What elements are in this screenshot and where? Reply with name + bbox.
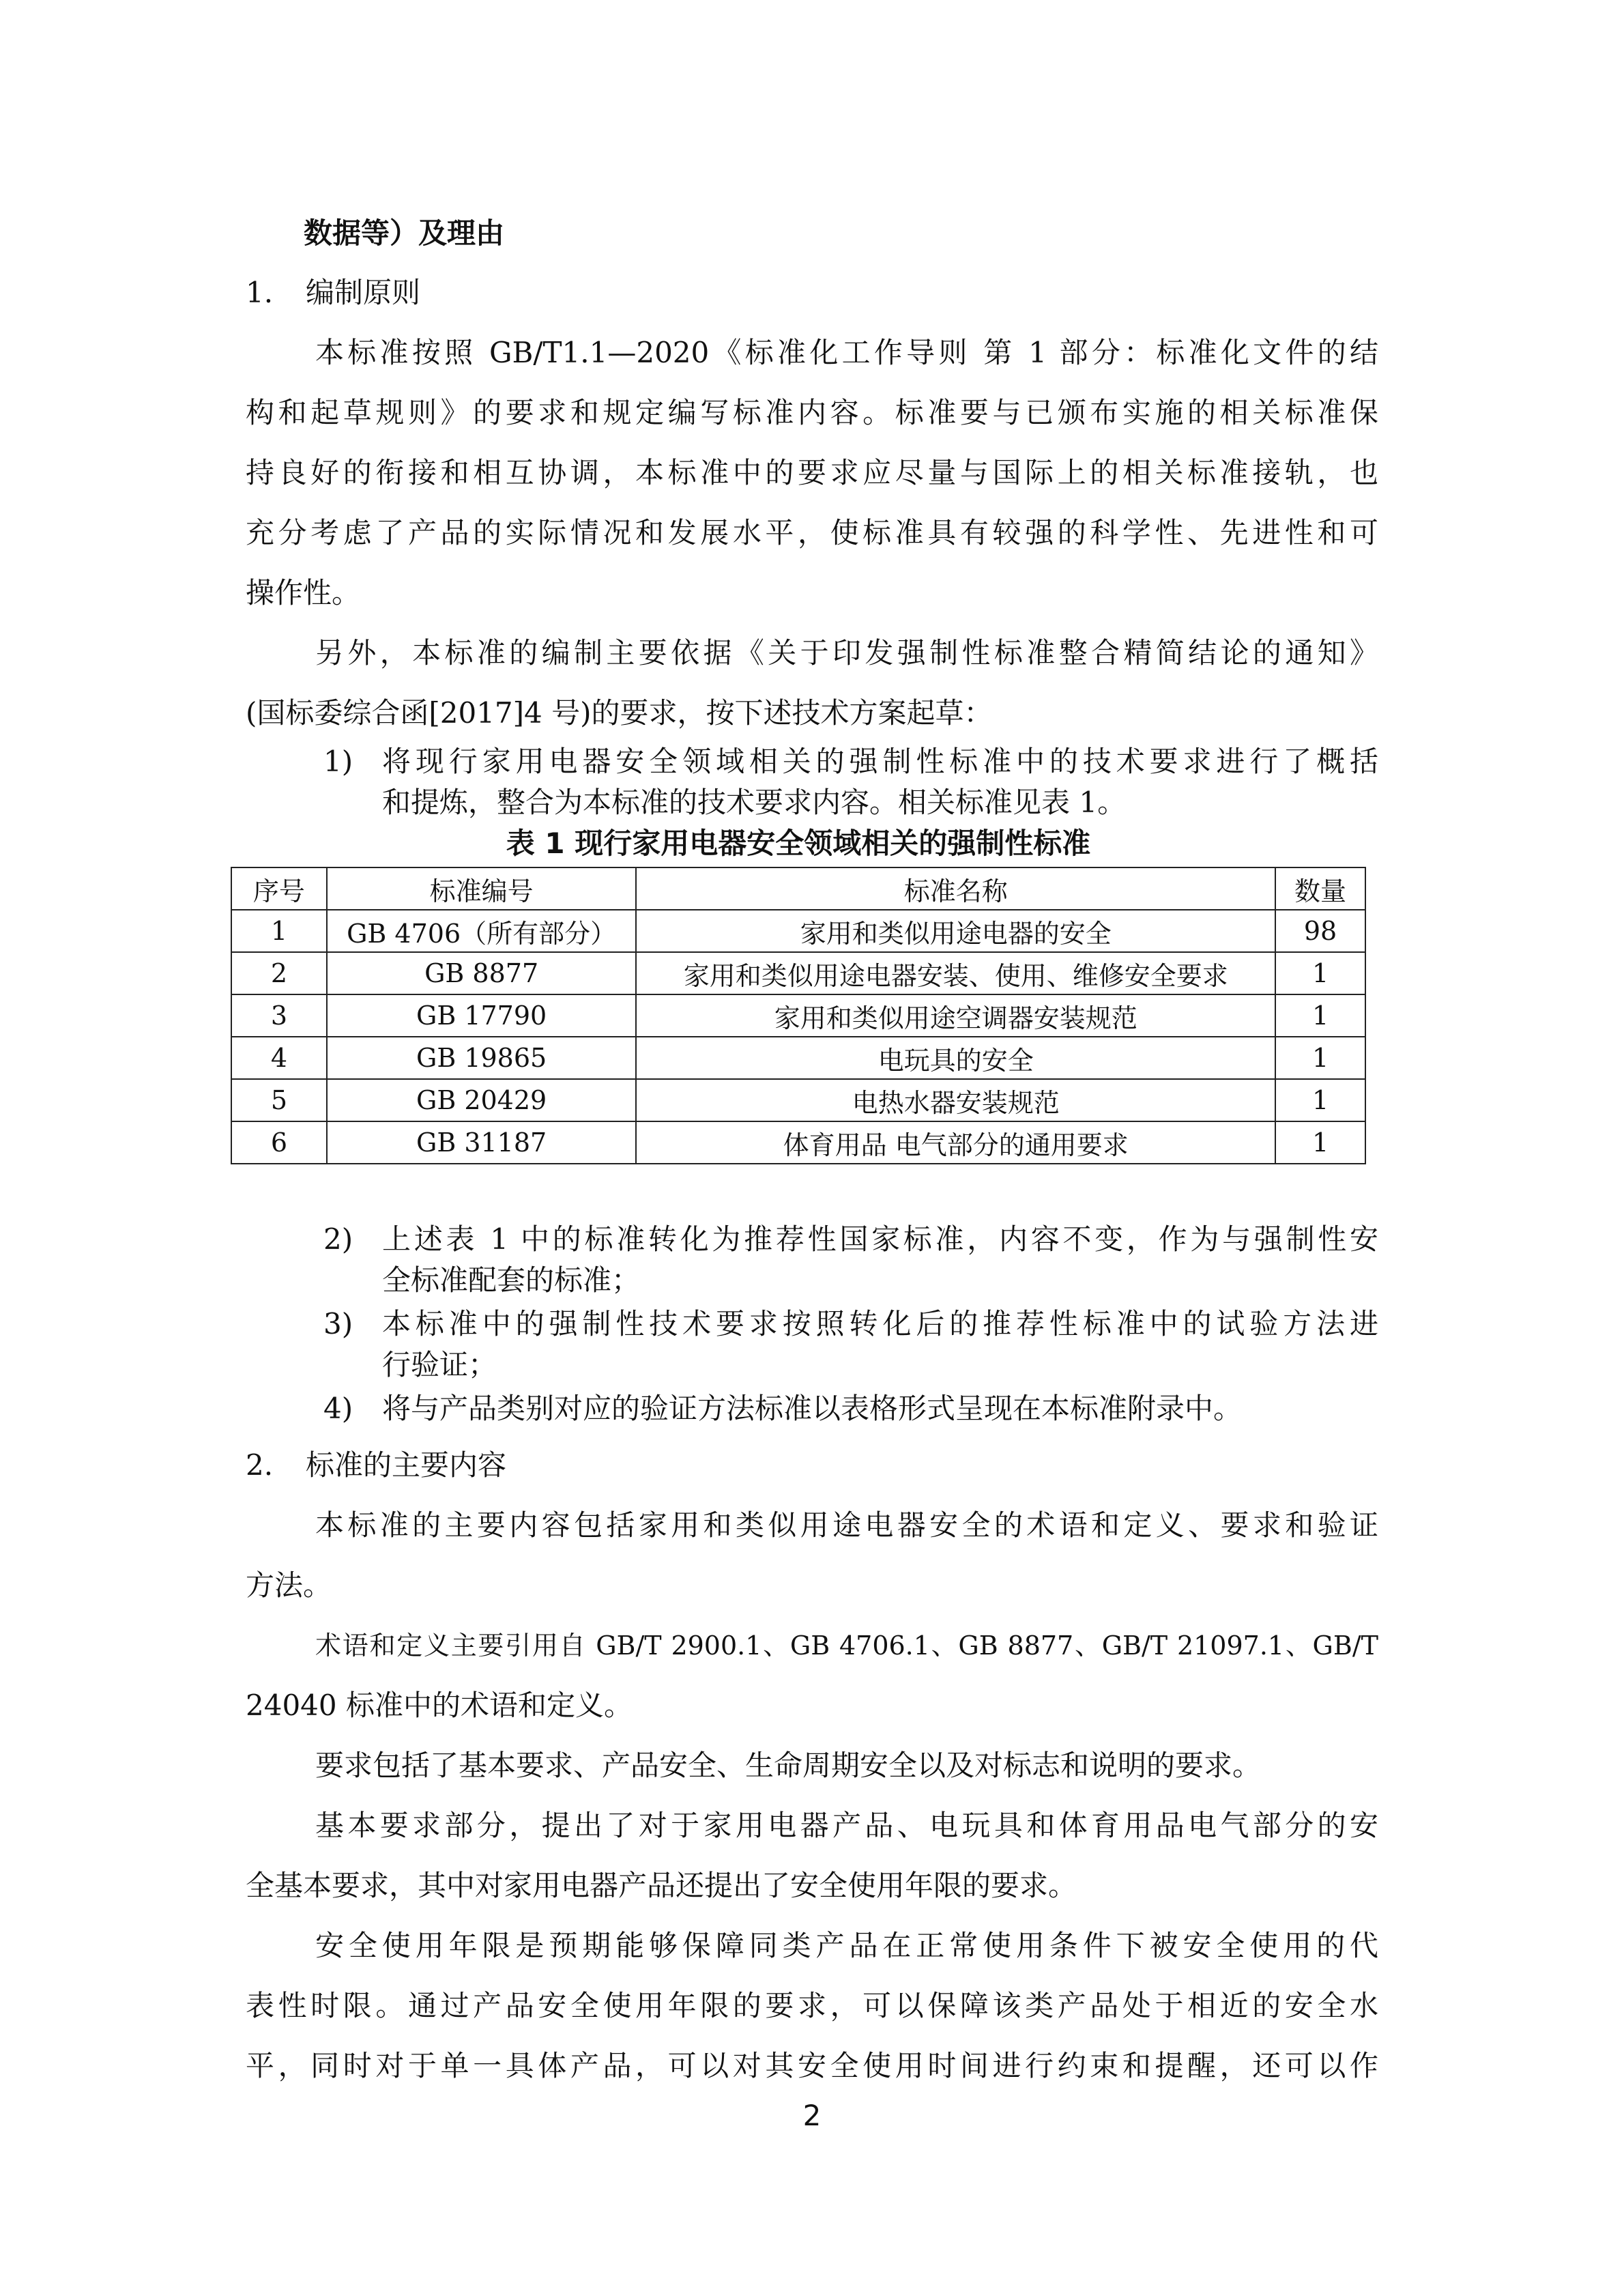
cell-index: 4 [231, 1037, 327, 1079]
table-row [231, 1121, 1365, 1164]
list-item-line: 将现行家用电器安全领域相关的强制性标准中的技术要求进行了概括 [382, 745, 1378, 778]
table-row [231, 952, 1365, 994]
paragraph-line: 持良好的衔接和相互协调，本标准中的要求应尽量与国际上的相关标准接轨，也 [246, 456, 1378, 489]
paragraph-line: 本标准的主要内容包括家用和类似用途电器安全的术语和定义、要求和验证 [315, 1508, 1378, 1542]
header-standard-name: 标准名称 [636, 867, 1275, 910]
paragraph-line: (国标委综合函[2017]4 号)的要求，按下述技术方案起草： [246, 696, 993, 730]
cell-quantity: 1 [1275, 1037, 1365, 1079]
cell-quantity: 1 [1275, 994, 1365, 1037]
paragraph-line: 另外，本标准的编制主要依据《关于印发强制性标准整合精简结论的通知》 [315, 636, 1378, 670]
paragraph-line: 构和起草规则》的要求和规定编写标准内容。标准要与已颁布实施的相关标准保 [246, 396, 1378, 429]
section-number: 1. [246, 276, 274, 309]
table-caption: 表 1 现行家用电器安全领域相关的强制性标准 [506, 827, 1091, 860]
paragraph-line: 全基本要求，其中对家用电器产品还提出了安全使用年限的要求。 [246, 1869, 1077, 1902]
section-heading-2 [246, 1445, 1378, 1486]
paragraph-line: 24040 标准中的术语和定义。 [246, 1689, 633, 1722]
list-item-line: 上述表 1 中的标准转化为推荐性国家标准，内容不变，作为与强制性安 [382, 1222, 1378, 1256]
heading-continuation: 数据等）及理由 [304, 216, 505, 250]
paragraph-line: 操作性。 [246, 576, 361, 609]
list-item-line: 将与产品类别对应的验证方法标准以表格形式呈现在本标准附录中。 [382, 1392, 1243, 1425]
cell-standard-name: 电热水器安装规范 [636, 1079, 1275, 1121]
cell-quantity: 98 [1275, 910, 1365, 952]
cell-standard-number: GB 20429 [327, 1079, 637, 1121]
cell-index: 5 [231, 1079, 327, 1121]
header-standard-number: 标准编号 [327, 867, 637, 910]
cell-standard-name: 体育用品 电气部分的通用要求 [636, 1121, 1275, 1164]
cell-quantity: 1 [1275, 1121, 1365, 1164]
page-number: 2 [802, 2099, 822, 2132]
cell-standard-number: GB 4706（所有部分） [327, 910, 637, 952]
paragraph-line: 本标准按照 GB/T1.1—2020《标准化工作导则 第 1 部分：标准化文件的结 [315, 336, 1378, 369]
section-title: 编制原则 [306, 276, 421, 309]
list-item-line: 行验证； [382, 1348, 497, 1381]
table-row [231, 1079, 1365, 1121]
list-number: 1) [323, 745, 353, 778]
cell-index: 1 [231, 910, 327, 952]
header-index: 序号 [231, 867, 327, 910]
cell-quantity: 1 [1275, 1079, 1365, 1121]
cell-standard-number: GB 17790 [327, 994, 637, 1037]
section-number: 2. [246, 1448, 274, 1482]
cell-standard-name: 家用和类似用途电器安装、使用、维修安全要求 [636, 952, 1275, 994]
paragraph-line: 基本要求部分，提出了对于家用电器产品、电玩具和体育用品电气部分的安 [315, 1809, 1378, 1842]
cell-standard-number: GB 31187 [327, 1121, 637, 1164]
cell-standard-name: 家用和类似用途电器的安全 [636, 910, 1275, 952]
paragraph-line: 要求包括了基本要求、产品安全、生命周期安全以及对标志和说明的要求。 [315, 1749, 1262, 1782]
section-title: 标准的主要内容 [306, 1448, 507, 1482]
cell-index: 3 [231, 994, 327, 1037]
table-row [231, 1037, 1365, 1079]
table-row [231, 994, 1365, 1037]
list-number: 2) [323, 1222, 353, 1256]
section-heading-1 [246, 272, 1378, 313]
paragraph-line: 平，同时对于单一具体产品，可以对其安全使用时间进行约束和提醒，还可以作 [246, 2049, 1378, 2082]
paragraph-line: 术语和定义主要引用自 GB/T 2900.1、GB 4706.1、GB 8877、GB/T 21097.1、GB/T [315, 1631, 1378, 1661]
list-number: 4) [323, 1392, 353, 1425]
list-item-line: 本标准中的强制性技术要求按照转化后的推荐性标准中的试验方法进 [382, 1307, 1378, 1340]
paragraph-line: 表性时限。通过产品安全使用年限的要求，可以保障该类产品处于相近的安全水 [246, 1989, 1378, 2022]
cell-standard-number: GB 8877 [327, 952, 637, 994]
list-item-line: 全标准配套的标准； [382, 1263, 641, 1297]
standards-table [231, 867, 1366, 1164]
list-number: 3) [323, 1307, 353, 1340]
paragraph-line: 安全使用年限是预期能够保障同类产品在正常使用条件下被安全使用的代 [315, 1929, 1378, 1962]
cell-index: 2 [231, 952, 327, 994]
paragraph-line: 充分考虑了产品的实际情况和发展水平，使标准具有较强的科学性、先进性和可 [246, 516, 1378, 549]
cell-quantity: 1 [1275, 952, 1365, 994]
cell-standard-name: 家用和类似用途空调器安装规范 [636, 994, 1275, 1037]
cell-index: 6 [231, 1121, 327, 1164]
list-item-line: 和提炼，整合为本标准的技术要求内容。相关标准见表 1。 [382, 786, 1127, 819]
table-row [231, 910, 1365, 952]
cell-standard-name: 电玩具的安全 [636, 1037, 1275, 1079]
header-quantity: 数量 [1275, 867, 1365, 910]
paragraph-line: 方法。 [246, 1568, 332, 1602]
table-header-row [231, 867, 1365, 910]
cell-standard-number: GB 19865 [327, 1037, 637, 1079]
